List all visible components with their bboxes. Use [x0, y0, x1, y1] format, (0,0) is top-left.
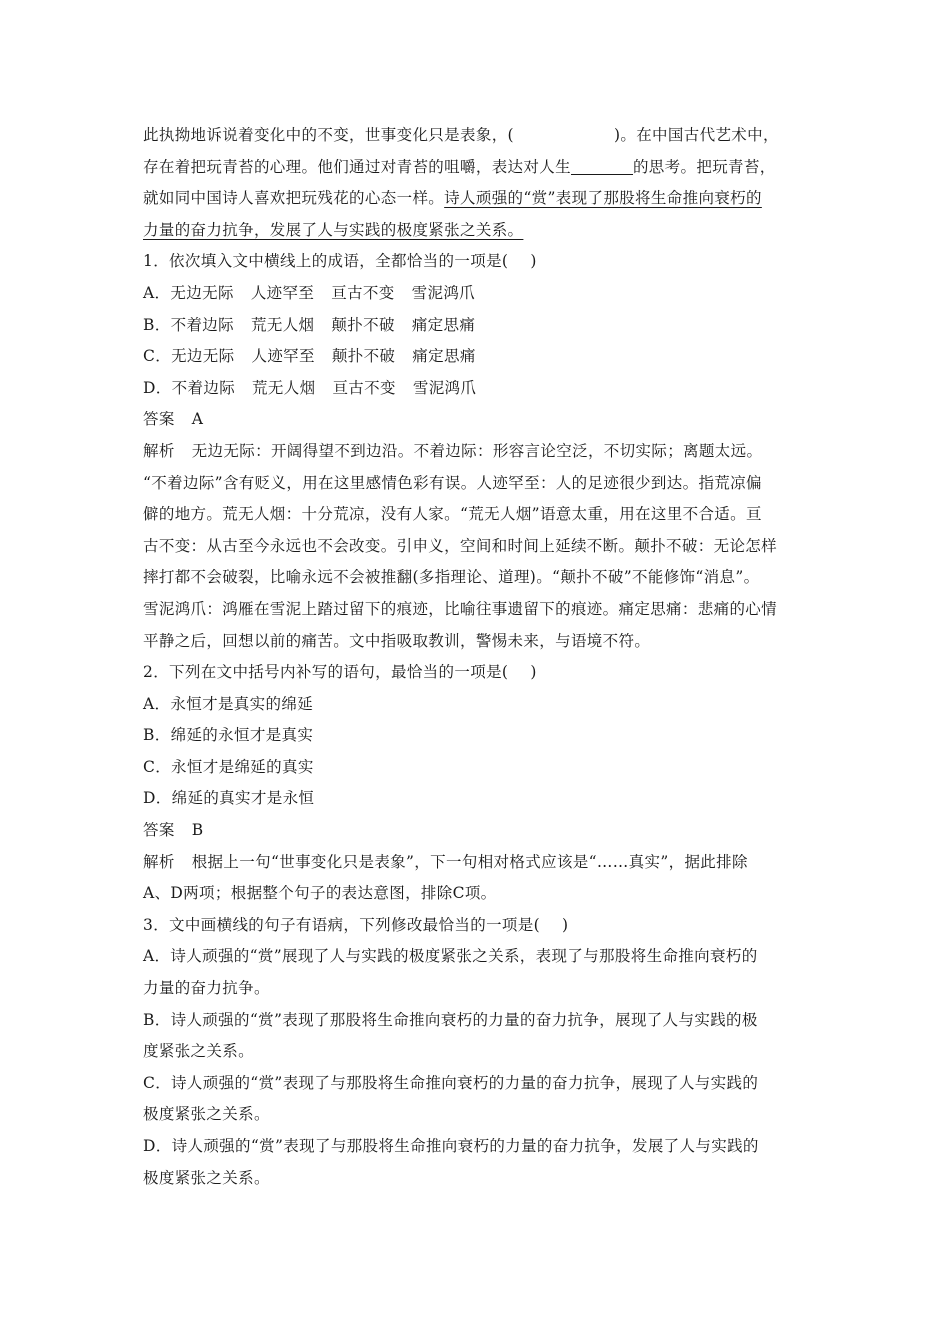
- underlined-sentence: 诗人顽强的“赏”表现了那股将生命推向衰朽的: [444, 189, 762, 208]
- q2-analysis-line: A、D两项；根据整个句子的表达意图，排除C项。: [143, 884, 497, 903]
- q3-option-d-cont: 极度紧张之关系。: [143, 1168, 270, 1187]
- passage-line: [143, 215, 815, 247]
- q2-answer: 答案 B: [143, 821, 204, 840]
- q3-option-a-cont: 力量的奋力抗争。: [143, 979, 270, 998]
- q1-analysis-line: 古不变：从古至今永远也不会改变。引申义，空间和时间上延续不断。颠扑不破：无论怎样: [143, 536, 778, 555]
- q3-option-b: B．诗人顽强的“赏”表现了那股将生命推向衰朽的力量的奋力抗争，展现了人与实践的极: [143, 1010, 758, 1029]
- question-3-stem: 3．文中画横线的句子有语病，下列修改最恰当的一项是( ): [143, 915, 569, 934]
- q1-analysis-line: 解析 无边无际：开阔得望不到边沿。不着边际：形容言论空泛，不切实际；离题太远。: [143, 441, 763, 460]
- q2-option-d: D．绵延的真实才是永恒: [143, 789, 315, 808]
- q3-option-a: A．诗人顽强的“赏”展现了人与实践的极度紧张之关系，表现了与那股将生命推向衰朽的: [143, 947, 758, 966]
- q1-analysis-line: 平静之后，回想以前的痛苦。文中指吸取教训，警惕未来，与语境不符。: [143, 631, 651, 650]
- document-body: [143, 120, 815, 1194]
- q1-analysis-line: 雪泥鸿爪：鸿雁在雪泥上踏过留下的痕迹，比喻往事遗留下的痕迹。痛定思痛：悲痛的心情: [143, 599, 778, 618]
- question-1-stem: 1．依次填入文中横线上的成语，全都恰当的一项是( ): [143, 252, 537, 271]
- q2-option-a: A．永恒才是真实的绵延: [143, 694, 314, 713]
- q1-option-d: D．不着边际 荒无人烟 亘古不变 雪泥鸿爪: [143, 378, 477, 397]
- passage-line: 就如同中国诗人喜欢把玩残花的心态一样。诗人顽强的“赏”表现了那股将生命推向衰朽的: [143, 189, 762, 208]
- q2-analysis-line: 解析 根据上一句“世事变化只是表象”，下一句相对格式应该是“……真实”，据此排除: [143, 852, 748, 871]
- q3-option-d: D．诗人顽强的“赏”表现了与那股将生命推向衰朽的力量的奋力抗争，发展了人与实践的: [143, 1137, 759, 1155]
- q3-option-b-cont: 度紧张之关系。: [143, 1042, 254, 1061]
- q1-option-b: B．不着边际 荒无人烟 颠扑不破 痛定思痛: [143, 315, 476, 334]
- q2-option-c: C．永恒才是绵延的真实: [143, 757, 314, 776]
- q1-analysis-line: 摔打都不会破裂，比喻永远不会被推翻(多指理论、道理)。“颠扑不破”不能修饰“消息”。: [143, 568, 760, 587]
- q3-option-c-cont: 极度紧张之关系。: [143, 1105, 270, 1124]
- q3-option-c: C．诗人顽强的“赏”表现了与那股将生命推向衰朽的力量的奋力抗争，展现了人与实践的: [143, 1073, 759, 1092]
- q2-option-b: B．绵延的永恒才是真实: [143, 726, 314, 745]
- fill-in-underline-blank: [571, 158, 633, 175]
- q1-answer: 答案 A: [143, 410, 204, 429]
- q1-analysis-line: 僻的地方。荒无人烟：十分荒凉，没有人家。“荒无人烟”语意太重，用在这里不合适。亘: [143, 505, 762, 524]
- q1-option-c: C．无边无际 人迹罕至 颠扑不破 痛定思痛: [143, 347, 476, 366]
- underlined-sentence: 力量的奋力抗争，发展了人与实践的极度紧张之关系。: [143, 220, 524, 239]
- q1-analysis-line: “不着边际”含有贬义，用在这里感情色彩有误。人迹罕至：人的足迹很少到达。指荒凉偏: [143, 473, 762, 492]
- q1-option-a: A．无边无际 人迹罕至 亘古不变 雪泥鸿爪: [143, 283, 476, 302]
- passage-line: 此执拗地诉说着变化中的不变，世事变化只是表象，( )。在中国古代艺术中，: [143, 126, 779, 144]
- question-2-stem: 2．下列在文中括号内补写的语句，最恰当的一项是( ): [143, 663, 537, 682]
- passage-line: 存在着把玩青苔的心理。他们通过对青苔的咀嚼，表达对人生 的思考。把玩青苔，: [143, 157, 776, 176]
